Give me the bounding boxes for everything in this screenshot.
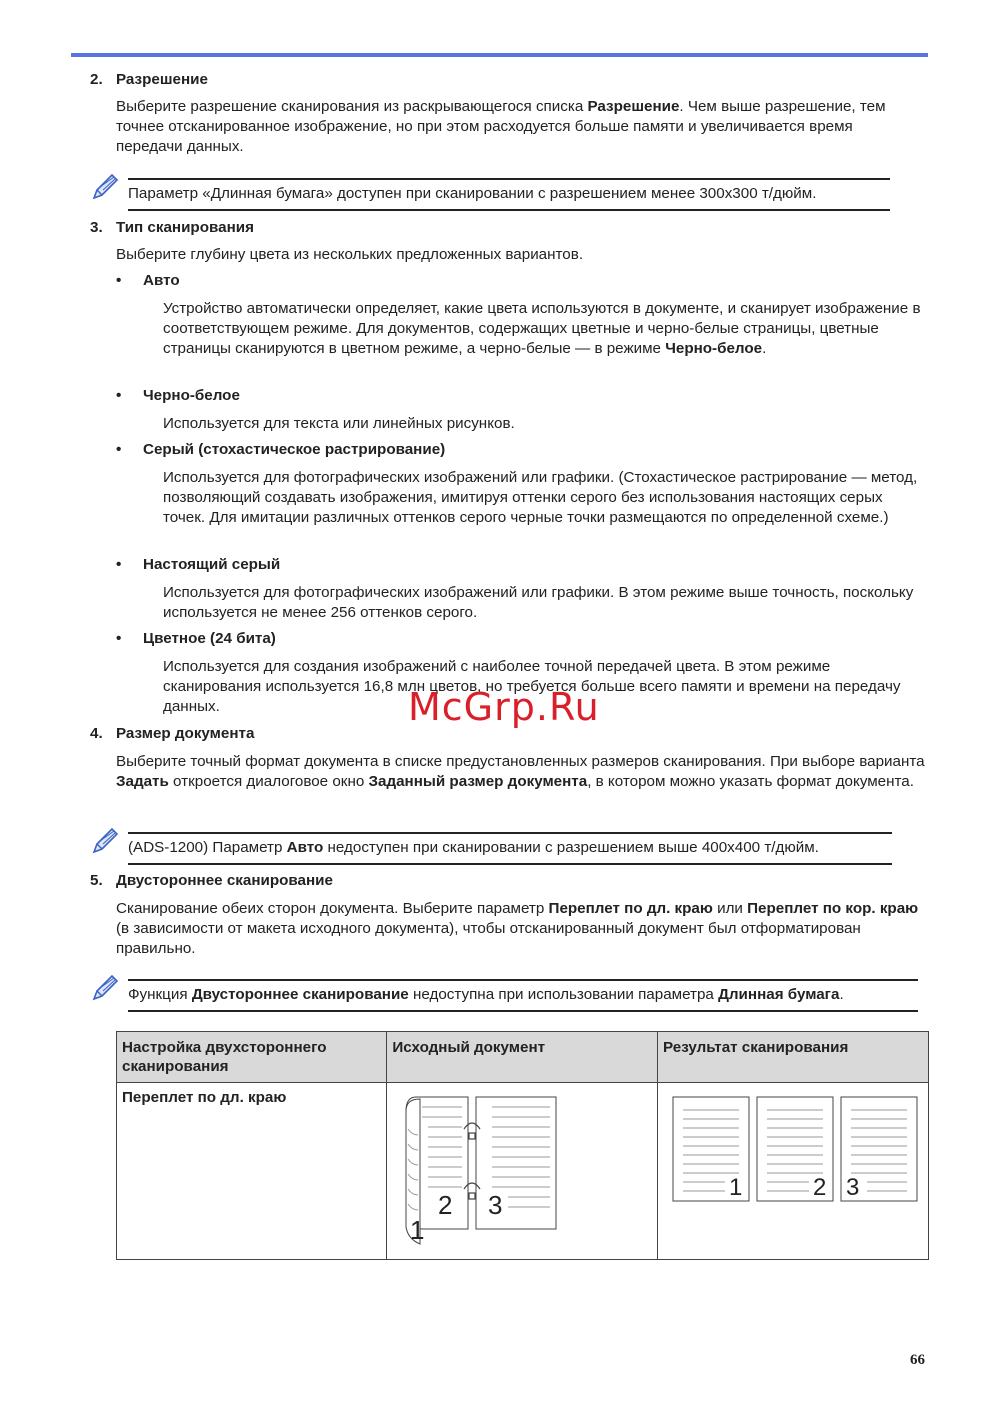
table-header: Исходный документ (387, 1032, 658, 1083)
bold-text: Переплет по дл. краю (548, 900, 713, 917)
note-text (128, 839, 819, 856)
note-rule-top (128, 832, 892, 834)
text: Выберите точный формат документа в списке предустановленных размеров сканирования. При выборе варианта (116, 753, 925, 770)
section-number: 4. (90, 725, 103, 742)
table-header-row (117, 1032, 929, 1083)
bullet-icon: • (116, 630, 122, 647)
table-header: Настройка двухстороннего сканирования (117, 1032, 387, 1083)
duplex-table (116, 1031, 929, 1260)
section-title: Размер документа (116, 725, 255, 742)
bullet-icon: • (116, 272, 122, 289)
page-number-label: 1 (729, 1174, 743, 1201)
section-heading-resolution (90, 71, 208, 88)
bullet-icon: • (116, 556, 122, 573)
section-body (116, 97, 916, 158)
table-cell-source (387, 1083, 658, 1260)
text: Выберите разрешение сканирования из раскрывающегося списка (116, 98, 588, 115)
option-label: Авто (143, 272, 180, 289)
text: (в зависимости от макета исходного документа), чтобы отсканированный документ был отформатирован правильно. (116, 920, 861, 958)
section-heading-duplex (90, 872, 333, 889)
pencil-icon (90, 172, 120, 202)
section-title: Разрешение (116, 71, 208, 88)
section-heading-document-size (90, 725, 254, 742)
table-cell-setting: Переплет по дл. краю (117, 1083, 387, 1260)
page-number-label: 3 (846, 1174, 860, 1201)
bold-text: Длинная бумага (718, 986, 840, 1003)
option-description: Используется для фотографических изображений или графики. В этом режиме выше точность, поскольку используется не менее 256 оттенков серого. (163, 584, 914, 622)
table-row (117, 1083, 929, 1260)
long-edge-binding-result-illustration (663, 1089, 923, 1209)
section-number: 2. (90, 71, 103, 88)
note-rule-top (128, 979, 918, 981)
bold-text: Задать (116, 773, 169, 791)
section-number: 3. (90, 219, 103, 236)
watermark: McGrp.Ru (408, 685, 600, 729)
note-rule-bottom (128, 209, 890, 211)
bold-text: Заданный размер документа (368, 773, 588, 791)
text: . (839, 986, 844, 1003)
section-title: Двустороннее сканирование (116, 872, 333, 889)
page-number: 66 (910, 1352, 925, 1368)
bold-text: Черно-белое (665, 340, 763, 358)
pencil-icon (90, 973, 120, 1003)
bold-text: Переплет по кор. краю (747, 900, 919, 917)
section-title: Тип сканирования (116, 219, 254, 236)
page-number-label: 2 (813, 1174, 827, 1201)
text: . (762, 340, 767, 358)
bold-text: Авто (286, 839, 324, 856)
note-rule-bottom (128, 863, 892, 865)
bullet-icon: • (116, 387, 122, 404)
text: недоступен при сканировании с разрешением выше 400x400 т/дюйм. (323, 839, 819, 856)
section-heading-scan-type (90, 219, 254, 236)
text: Устройство автоматически определяет, какие цвета используются в документе, и сканирует изображение в соответствующем режиме. Для документов, содержащих цветные и черно-белые страницы, цветные страницы сканируются в цветном режиме, а черно-белые — в режиме (163, 300, 921, 358)
text: Функция (128, 986, 192, 1003)
option-description: Используется для создания изображений с наиболее точной передачей цвета. В этом режиме сканирования используется 16,8 млн цветов, но требуется больше всего памяти и времени на передачу данных. (163, 658, 901, 716)
note-rule-top (128, 178, 890, 180)
note-text (128, 986, 844, 1003)
pencil-icon (90, 826, 120, 856)
option-description: Используется для фотографических изображений или графики. (Стохастическое растрирование — метод, позволяющий создавать изображения, имитируя оттенки серого без использования настоящих серых точек. Для имитации различных оттенков серого черные точки размещаются по определенной схеме.) (163, 469, 918, 527)
top-rule (71, 53, 928, 57)
text: (ADS-1200) Параметр (128, 839, 287, 856)
page-number-label: 2 (438, 1190, 453, 1220)
option-description (163, 299, 928, 360)
option-label: Серый (стохастическое растрирование) (143, 441, 446, 458)
table-header: Результат сканирования (658, 1032, 929, 1083)
option-description: Используется для текста или линейных рисунков. (163, 415, 515, 432)
note-text: Параметр «Длинная бумага» доступен при сканировании с разрешением менее 300x300 т/дюйм. (128, 185, 817, 202)
text: откроется диалоговое окно (168, 773, 369, 791)
section-body: Выберите глубину цвета из нескольких предложенных вариантов. (116, 246, 584, 263)
section-body (116, 899, 928, 960)
text: или (712, 900, 748, 917)
bullet-icon: • (116, 441, 122, 458)
text: Сканирование обеих сторон документа. Выберите параметр (116, 900, 549, 917)
note-rule-bottom (128, 1010, 918, 1012)
long-edge-binding-source-illustration (392, 1089, 572, 1249)
section-body (116, 752, 928, 792)
option-label: Цветное (24 бита) (143, 630, 276, 647)
text: недоступна при использовании параметра (408, 986, 719, 1003)
table-cell-result (658, 1083, 929, 1260)
page-number-label: 1 (410, 1215, 425, 1245)
section-number: 5. (90, 872, 103, 889)
page-number-label: 3 (488, 1190, 503, 1220)
option-label: Черно-белое (143, 387, 240, 404)
option-label: Настоящий серый (143, 556, 281, 573)
text: , в котором можно указать формат документа. (587, 773, 914, 791)
text: . Чем выше разрешение, тем точнее отсканированное изображение, но при этом расходуется больше памяти и увеличивается время передачи данных. (116, 98, 886, 156)
bold-text: Разрешение (587, 98, 680, 115)
bold-text: Двустороннее сканирование (191, 986, 409, 1003)
